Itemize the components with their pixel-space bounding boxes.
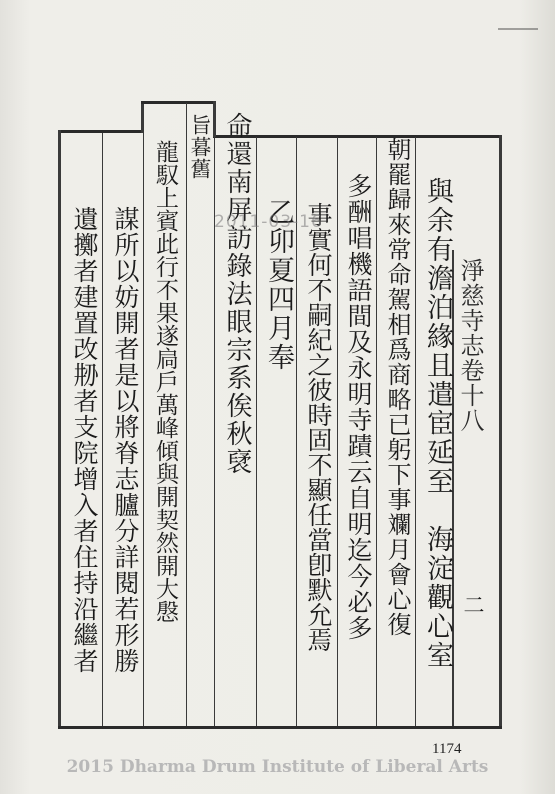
page-number: 1174 bbox=[432, 741, 462, 757]
frame-notch-top bbox=[141, 101, 216, 104]
column-rule bbox=[186, 103, 187, 726]
frame-top-left bbox=[58, 130, 143, 133]
frame-notch-right bbox=[213, 101, 216, 137]
text-column-6: 命還南屏訪錄法眼宗系俟秋裦 bbox=[222, 112, 252, 476]
column-rule bbox=[337, 137, 338, 726]
column-rule bbox=[376, 137, 377, 726]
column-rule bbox=[415, 137, 416, 726]
text-column-4: 事實何不嗣紀之彼時固不顯任當卽默允焉 bbox=[304, 202, 333, 652]
copyright-footer: 2015 Dharma Drum Institute of Liberal Arts bbox=[66, 757, 489, 777]
frame-bottom bbox=[58, 726, 502, 729]
text-column-8: 龍馭上賓此行不果遂扃戶萬峰傾與開契然開大慇 bbox=[152, 140, 178, 623]
frame-right bbox=[499, 135, 502, 728]
text-column-5: 乙卯夏四月奉 bbox=[263, 198, 294, 372]
text-column-7: 旨暮舊 bbox=[188, 114, 212, 180]
margin-page-number: 二 bbox=[461, 594, 485, 616]
text-column-3: 多酬唱機語間及永明寺蹟云自明迄今必多 bbox=[344, 173, 373, 641]
frame-notch-left bbox=[141, 101, 144, 133]
margin-title: 淨慈寺志卷十八 bbox=[456, 258, 484, 433]
text-column-10: 遺擲者建置改刱者支院增入者住持沿繼者 bbox=[70, 206, 99, 674]
text-column-9: 謀所以妨開者是以將脊志臚分詳閱若形勝 bbox=[111, 206, 140, 674]
text-column-1: 與余有澹泊緣且遣宦延至 海淀觀心室 bbox=[422, 177, 453, 670]
text-column-2: 朝罷歸來常命駕相爲商略已躬下事斕月會心復 bbox=[383, 137, 411, 637]
column-rule bbox=[143, 133, 144, 726]
frame-top-edge bbox=[498, 28, 538, 30]
date-watermark: 2011-03-16 bbox=[214, 212, 323, 232]
column-rule bbox=[102, 133, 103, 726]
frame-left bbox=[58, 130, 61, 728]
